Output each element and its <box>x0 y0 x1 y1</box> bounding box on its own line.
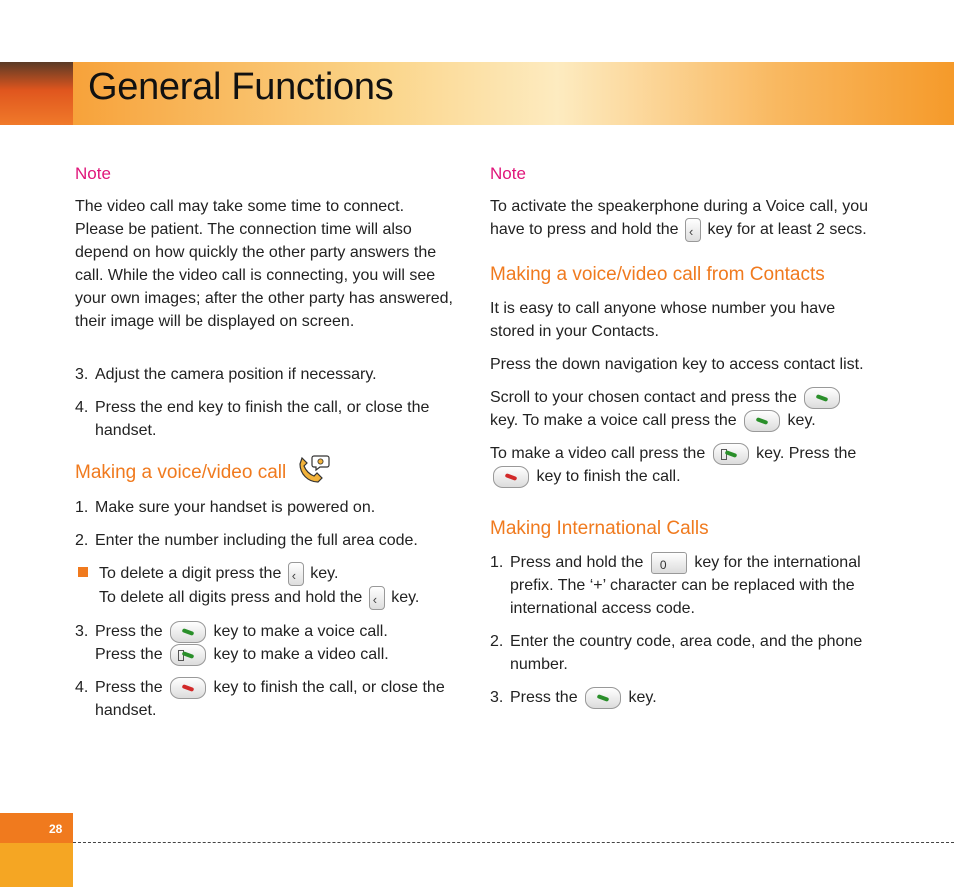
send-key-icon <box>744 410 780 432</box>
note-text: To activate the speakerphone during a Voice call, you have to press and hold the ‹ key for at least 2 secs. <box>490 195 875 242</box>
paragraph: To make a video call press the key. Press the key to finish the call. <box>490 442 875 488</box>
clear-key-icon <box>369 586 385 610</box>
list-text: Enter the number including the full area code. <box>95 532 418 549</box>
list-number: 1. <box>75 499 89 516</box>
section-heading-text: Making a voice/video call <box>75 462 287 483</box>
note-label: Note <box>75 164 111 183</box>
footer-accent-block <box>0 843 73 887</box>
list-item <box>490 686 875 709</box>
footer-divider <box>73 842 954 843</box>
list-number: 4. <box>75 399 89 416</box>
list-text: Make sure your handset is powered on. <box>95 499 376 516</box>
list-item <box>490 630 875 676</box>
voice-video-call-icon <box>296 454 330 484</box>
bullet-square <box>78 567 88 577</box>
list-text: Press the end key to finish the call, or close the handset. <box>95 399 430 439</box>
list-number: 4. <box>75 679 89 696</box>
list-item <box>75 496 455 519</box>
list-number: 1. <box>490 554 504 571</box>
list-number: 3. <box>75 366 89 383</box>
paragraph: Scroll to your chosen contact and press the key. To make a voice call press the key. <box>490 386 875 432</box>
list-item <box>75 676 455 722</box>
note-label: Note <box>490 164 526 183</box>
list-text: Adjust the camera position if necessary. <box>95 366 377 383</box>
left-column <box>75 160 455 732</box>
list-item <box>75 363 455 386</box>
section-heading-international: Making International Calls <box>490 518 709 539</box>
end-key-icon <box>493 466 529 488</box>
clear-key-icon <box>685 218 701 242</box>
list-text: Press the key to make a voice call. Press the key to make a video call. <box>95 620 389 666</box>
list-item <box>75 620 455 666</box>
list-item <box>75 396 455 442</box>
list-text: Press and hold the 0 key for the international prefix. The ‘+’ character can be replaced with the international access code. <box>510 551 875 620</box>
list-number: 3. <box>75 623 89 640</box>
list-text: Enter the country code, area code, and the phone number. <box>510 633 863 673</box>
page-number: 28 <box>49 822 63 836</box>
list-item <box>75 529 455 552</box>
end-key-icon <box>170 677 206 699</box>
list-number: 3. <box>490 689 504 706</box>
bullet-item <box>75 562 455 610</box>
bullet-text: To delete a digit press the ‹ key. To delete all digits press and hold the ‹ key. <box>99 562 419 610</box>
list-number: 2. <box>490 633 504 650</box>
paragraph: Press the down navigation key to access contact list. <box>490 356 864 373</box>
list-text: Press the key. <box>510 686 657 709</box>
video-call-key-icon <box>713 443 749 465</box>
list-item <box>490 551 875 620</box>
list-number: 2. <box>75 532 89 549</box>
section-heading-voice-video-call <box>75 454 455 484</box>
list-text: Press the key to finish the call, or close the handset. <box>95 676 455 722</box>
send-key-icon <box>804 387 840 409</box>
send-key-icon <box>585 687 621 709</box>
send-key-icon <box>170 621 206 643</box>
video-call-key-icon <box>170 644 206 666</box>
paragraph: It is easy to call anyone whose number you have stored in your Contacts. <box>490 300 836 340</box>
note-text: The video call may take some time to connect. Please be patient. The connection time will also depend on how quickly the other party answers the call. While the video call is connecting, you will see your own images; after the other party has answered, their image will be displayed on screen. <box>75 198 453 330</box>
clear-key-icon <box>288 562 304 586</box>
right-column <box>490 160 875 719</box>
zero-key-icon <box>651 552 687 574</box>
page-title: General Functions <box>88 66 394 108</box>
section-heading-contacts: Making a voice/video call from Contacts <box>490 264 825 285</box>
header-accent-block <box>0 62 73 125</box>
